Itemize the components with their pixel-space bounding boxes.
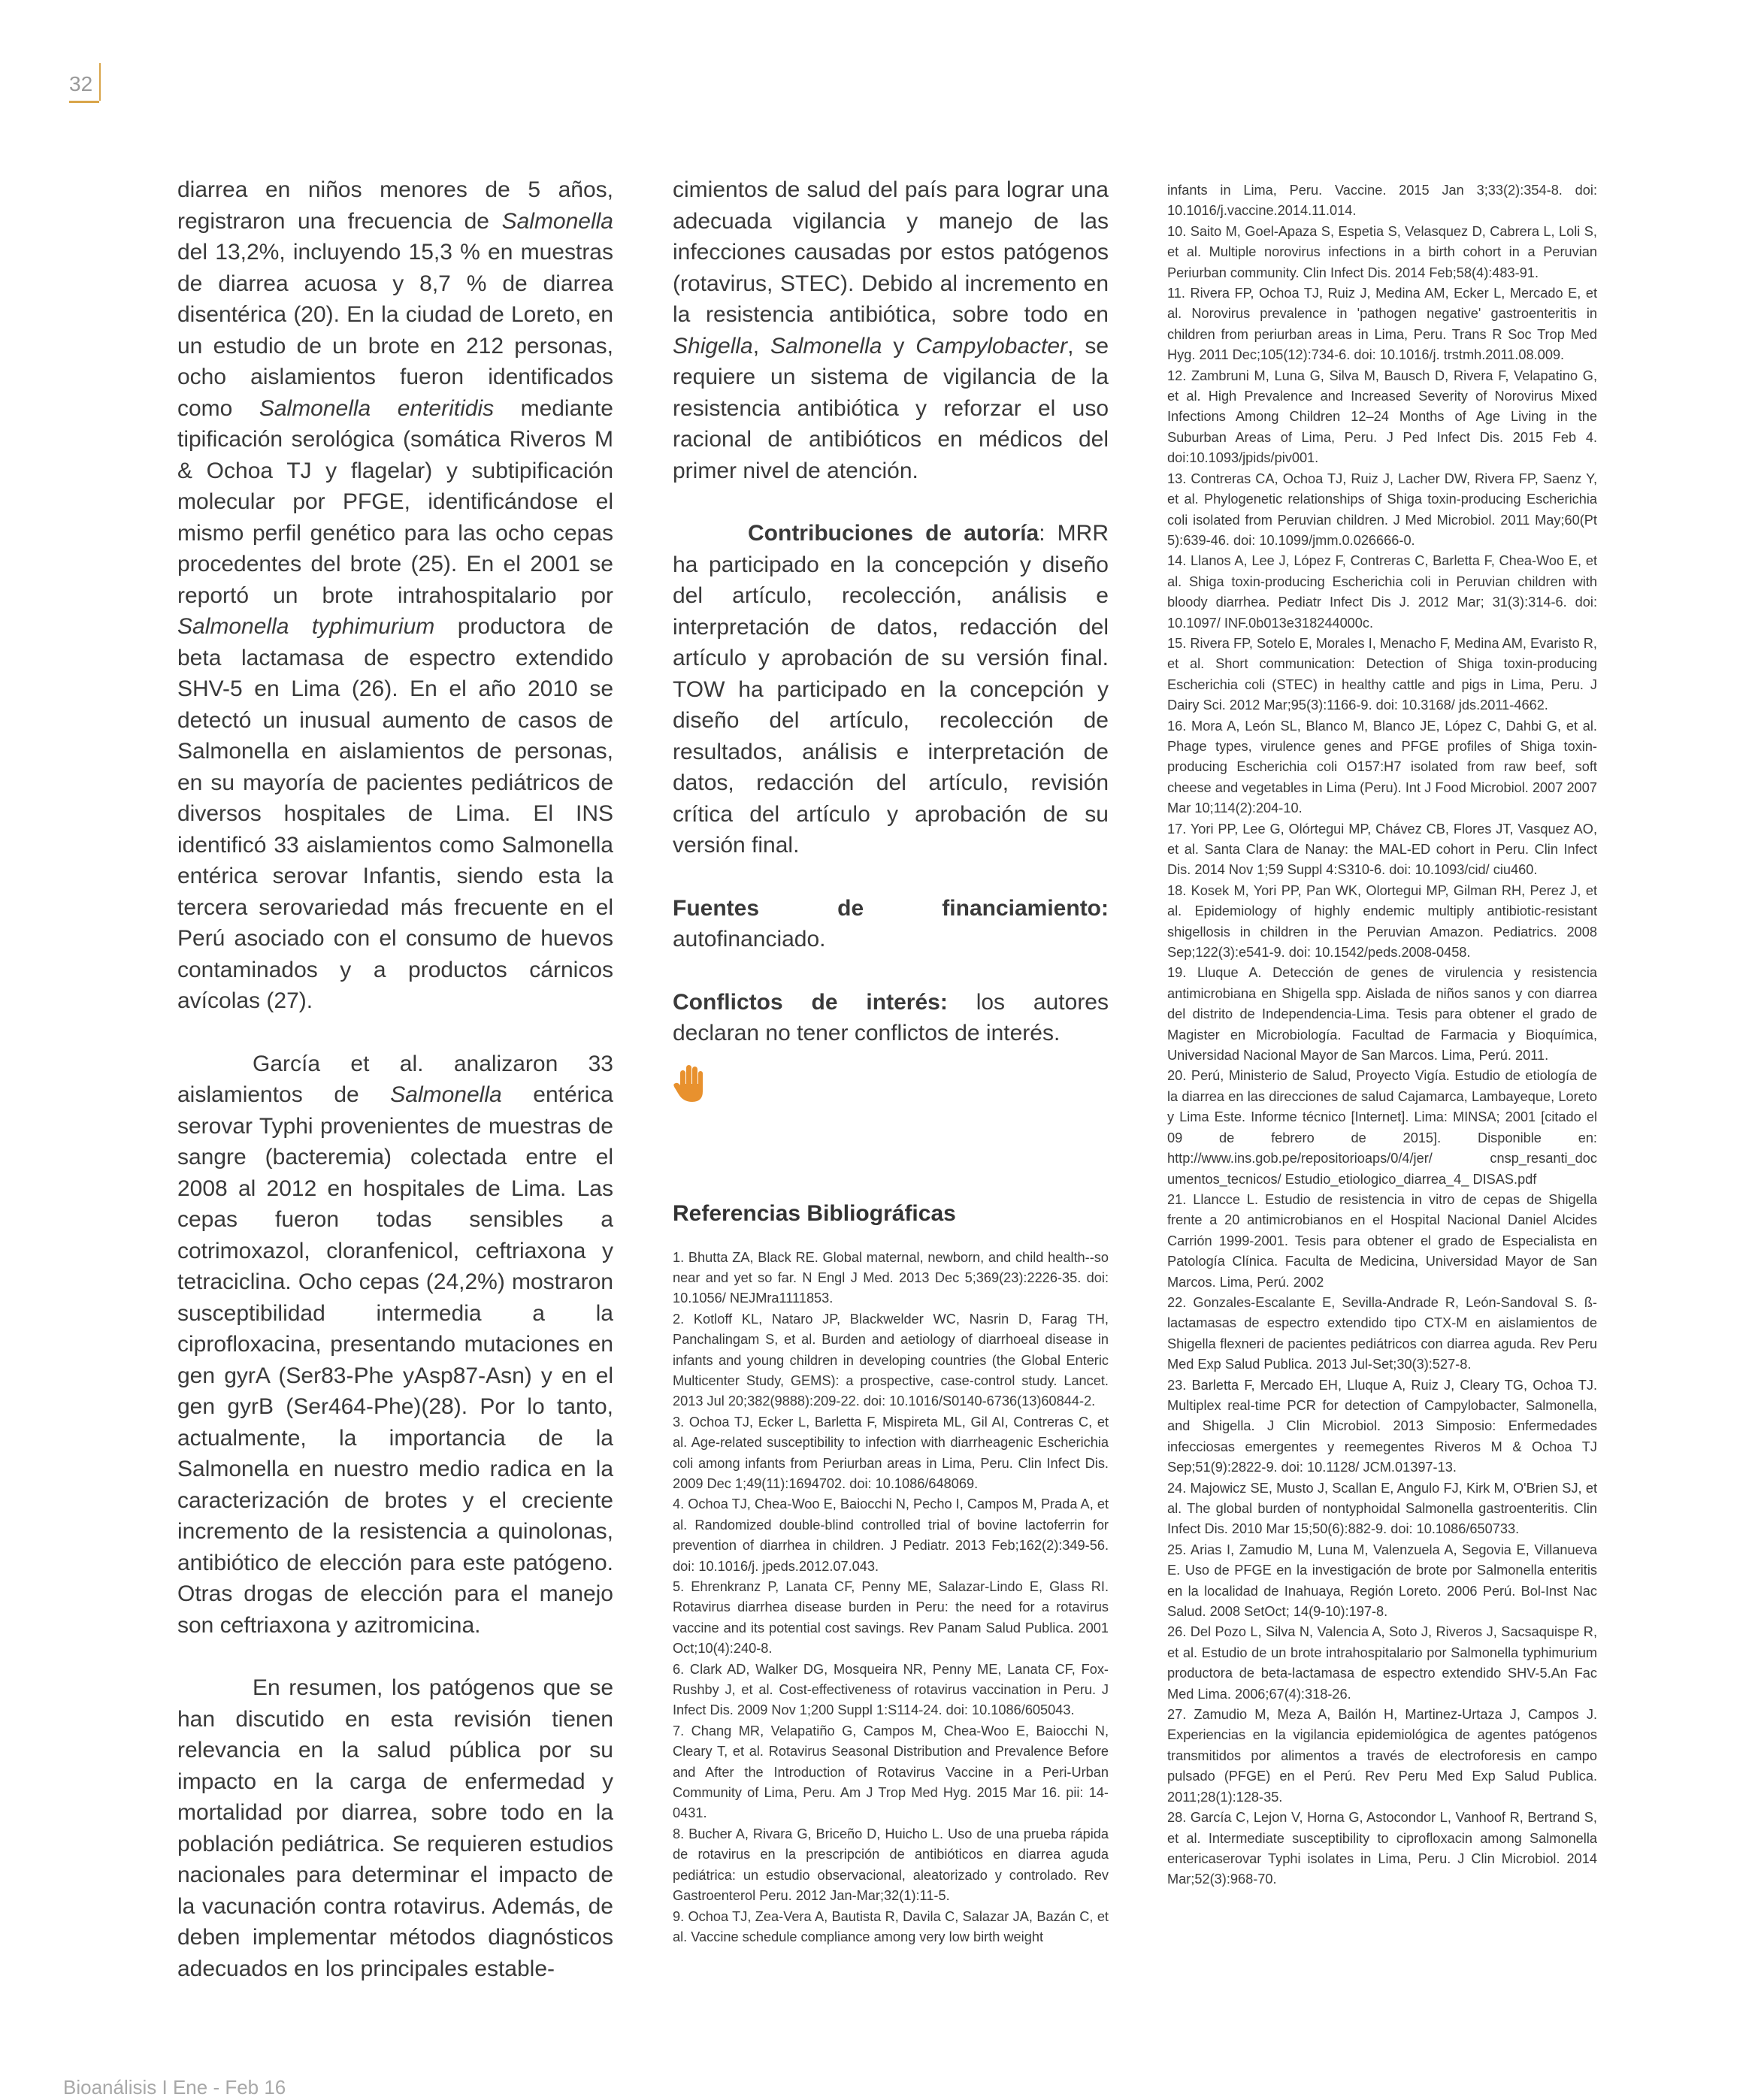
column-3 (1167, 180, 1597, 1890)
references-heading: Referencias Bibliográficas (673, 1200, 956, 1226)
reference-item: 27. Zamudio M, Meza A, Bailón H, Martinez-Urtaza J, Campos J. Experiencias en la vigilancia epidemiológica de agentes patógenos transmitidos por alimentos a través de electroforesis en campo pulsado (PFGE) en el Perú. Rev Peru Med Exp Salud Publica. 2011;28(1):128-35. (1167, 1707, 1597, 1805)
reference-item: 13. Contreras CA, Ochoa TJ, Ruiz J, Lacher DW, Rivera FP, Saenz Y, et al. Phylogenetic relationships of Shiga toxin-producing Escherichia coli isolated from Peruvian children. J Med Microbiol. 2011 May;60(Pt 5):639-46. doi: 10.1099/jmm.0.026666-0. (1167, 471, 1597, 548)
reference-item: 16. Mora A, León SL, Blanco M, Blanco JE, López C, Dahbi G, et al. Phage types, virulence genes and PFGE profiles of Shiga toxin-producing Escherichia coli O157:H7 isolated from raw beef, soft cheese and vegetables in Lima (Peru). Int J Food Microbiol. 2007 2007 Mar 10;114(2):204-10. (1167, 718, 1597, 816)
paragraph-contributions: Contribuciones de autoría: MRR ha participado en la concepción y diseño del artículo, recolección, análisis e interpretación de datos, redacción del artículo y aprobación de su versión final. TOW ha participado en la concepción y diseño del artículo, recolección de resultados, análisis e interpretación de datos, redacción del artículo, revisión crítica del artículo y aprobación de su versión final. (673, 521, 1109, 858)
paragraph-conflicts: Conflictos de interés: los autores declaran no tener conflictos de interés. (673, 989, 1109, 1045)
column-2 (673, 174, 1109, 1947)
footer: Bioanálisis I Ene - Feb 16 (63, 2076, 286, 2098)
reference-item: 2. Kotloff KL, Nataro JP, Blackwelder WC, Nasrin D, Farag TH, Panchalingam S, et al. Burden and aetiology of diarrhoeal disease in infants and young children in developing countries (the Global Enteric Multicenter Study, GEMS): a prospective, case-control study. Lancet. 2013 Jul 20;382(9888):209-22. doi: 10.1016/S0140-6736(13)60844-2. (673, 1311, 1109, 1409)
reference-item: 12. Zambruni M, Luna G, Silva M, Bausch D, Rivera F, Velapatino G, et al. High Prevalence and Increased Severity of Norovirus Mixed Infections Among Children 12–24 Months of Age Living in the Suburban Areas of Lima, Peru. J Ped Infect Dis. 2015 Feb 4. doi:10.1093/jpids/piv001. (1167, 368, 1597, 466)
reference-item: 25. Arias I, Zamudio M, Luna M, Valenzuela A, Segovia E, Villanueva E. Uso de PFGE en la investigación de brote por Salmonella enteritis en la localidad de Inahuaya, Región Loreto. 2006 Perú. Bol-Inst Nac Salud. 2008 SetOct; 14(9-10):197-8. (1167, 1542, 1597, 1620)
reference-item: 28. García C, Lejon V, Horna G, Astocondor L, Vanhoof R, Bertrand S, et al. Intermediate susceptibility to ciprofloxacin among Salmonella entericaserovar Typhi isolates in Lima, Peru. J Clin Microbiol. 2014 Mar;52(3):968-70. (1167, 1810, 1597, 1887)
reference-item: 17. Yori PP, Lee G, Olórtegui MP, Chávez CB, Flores JT, Vasquez AO, et al. Santa Clara de Nanay: the MAL-ED cohort in Peru. Clin Infect Dis. 2014 Nov 1;59 Suppl 4:S310-6. doi: 10.1093/cid/ ciu460. (1167, 821, 1597, 878)
reference-item: 7. Chang MR, Velapatiño G, Campos M, Chea-Woo E, Baiocchi N, Cleary T, et al. Rotavirus Seasonal Distribution and Prevalence Before and After the Introduction of Rotavirus Vaccine in a Peri-Urban Community of Lima, Peru. Am J Trop Med Hyg. 2015 Mar 16. pii: 14-0431. (673, 1723, 1109, 1821)
paragraph-funding: Fuentes de financiamiento: autofinanciado. (673, 895, 1109, 952)
column-1 (177, 174, 613, 1984)
hand-icon (673, 1063, 709, 1103)
paragraph-surveillance: cimientos de salud del país para lograr una adecuada vigilancia y manejo de las infecciones causadas por estos patógenos (rotavirus, STEC). Debido al incremento en la resistencia antibiótica, sobre todo en Shigella, Salmonella y Campylobacter, se requiere un sistema de vigilancia de la resistencia antibiótica y reforzar el uso racional de antibióticos en médicos del primer nivel de atención. (673, 177, 1109, 483)
reference-item: 9. Ochoa TJ, Zea-Vera A, Bautista R, Davila C, Salazar JA, Bazán C, et al. Vaccine schedule compliance among very low birth weight (673, 1908, 1109, 1944)
paragraph-salmonella-outbreaks: diarrea en niños menores de 5 años, registraron una frecuencia de Salmonella del 13,2%, incluyendo 15,3 % en muestras de diarrea acuosa y 8,7 % de diarrea disentérica (20). En la ciudad de Loreto, en un estudio de un brote en 212 personas, ocho aislamientos fueron identificados como Salmonella enteritidis mediante tipificación serológica (somática Riveros M & Ochoa TJ y flagelar) y subtipificación molecular por PFGE, identificándose el mismo perfil genético para las ocho cepas procedentes del brote (25). En el 2001 se reportó un brote intrahospitalario por Salmonella typhimurium productora de beta lactamasa de espectro extendido SHV-5 en Lima (26). En el año 2010 se detectó un inusual aumento de casos de Salmonella en aislamientos de personas, en su mayoría de pacientes pediátricos de diversos hospitales de Lima. El INS identificó 33 aislamientos como Salmonella entérica serovar Infantis, siendo esta la tercera serovariedad más frecuente en el Perú asociado con el consumo de huevos contaminados y a productos cárnicos avícolas (27). (177, 177, 613, 1013)
reference-item: 10. Saito M, Goel-Apaza S, Espetia S, Velasquez D, Cabrera L, Loli S, et al. Multiple norovirus infections in a birth cohort in a Peruvian Periurban community. Clin Infect Dis. 2014 Feb;58(4):483-91. (1167, 223, 1597, 280)
page-number: 32 (69, 72, 99, 103)
page-number-divider (99, 63, 101, 101)
paragraph-summary: En resumen, los patógenos que se han discutido en esta revisión tienen relevancia en la salud pública por su impacto en la carga de enfermedad y mortalidad por diarrea, sobre todo en la población pediátrica. Se requieren estudios nacionales para determinar el impacto de la vacunación contra rotavirus. Además, de deben implementar métodos diagnósticos adecuados en los principales estable- (177, 1675, 613, 1981)
reference-item: 3. Ochoa TJ, Ecker L, Barletta F, Mispireta ML, Gil AI, Contreras C, et al. Age-related susceptibility to infection with diarrheagenic Escherichia coli among infants from Periurban areas in Lima, Peru. Clin Infect Dis. 2009 Dec 1;49(11):1694702. doi: 10.1086/648069. (673, 1414, 1109, 1491)
reference-item: 22. Gonzales-Escalante E, Sevilla-Andrade R, León-Sandoval S. ß-lactamasas de espectro extendido tipo CTX-M en aislamientos de Shigella flexneri de pacientes pediátricos con diarrea aguda. Rev Peru Med Exp Salud Publica. 2013 Jul-Set;30(3):527-8. (1167, 1294, 1597, 1372)
reference-item: 1. Bhutta ZA, Black RE. Global maternal, newborn, and child health--so near and yet so far. N Engl J Med. 2013 Dec 5;369(23):2226-35. doi: 10.1056/ NEJMra1111853. (673, 1249, 1109, 1306)
reference-item: 6. Clark AD, Walker DG, Mosqueira NR, Penny ME, Lanata CF, Fox-Rushby J, et al. Cost-effectiveness of rotavirus vaccination in Peru. J Infect Dis. 2009 Nov 1;200 Suppl 1:S114-24. doi: 10.1086/605043. (673, 1661, 1109, 1718)
reference-item: 21. Llancce L. Estudio de resistencia in vitro de cepas de Shigella frente a 20 antimicrobianos en el Hospital Nacional Daniel Alcides Carrión 1999-2001. Tesis para obtener el grado de Especialista en Patología Clínica. Faculta de Medicina, Universidad Mayor de San Marcos. Lima, Perú. 2002 (1167, 1191, 1597, 1290)
reference-item: 24. Majowicz SE, Musto J, Scallan E, Angulo FJ, Kirk M, O'Brien SJ, et al. The global burden of nontyphoidal Salmonella gastroenteritis. Clin Infect Dis. 2010 Mar 15;50(6):882-9. doi: 10.1086/650733. (1167, 1480, 1597, 1537)
references-list-col3 (1167, 180, 1597, 1890)
reference-item: infants in Lima, Peru. Vaccine. 2015 Jan 3;33(2):354-8. doi: 10.1016/j.vaccine.2014.11.014. (1167, 183, 1597, 219)
reference-item: 8. Bucher A, Rivara G, Briceño D, Huicho L. Uso de una prueba rápida de rotavirus en la prescripción de antibióticos en diarrea aguda pediátrica: un estudio observacional, aleatorizado y controlado. Rev Gastroenterol Peru. 2012 Jan-Mar;32(1):11-5. (673, 1826, 1109, 1904)
reference-item: 20. Perú, Ministerio de Salud, Proyecto Vigía. Estudio de etiología de la diarrea en las direcciones de salud Cajamarca, Lambayeque, Loreto y Lima Este. Informe técnico [Internet]. Lima: MINSA; 2001 [citado el 09 de febrero de 2015]. Disponible en: http://www.ins.gob.pe/repositorioaps/0/4/jer/ cnsp_resanti_doc umentos_tecnicos/ Estudio_etiologico_diarrea_4_ DISAS.pdf (1167, 1068, 1597, 1187)
reference-item: 19. Lluque A. Detección de genes de virulencia y resistencia antimicrobiana en Shigella spp. Aislada de niños sanos y con diarrea del distrito de Independencia-Lima. Tesis para obtener el grado de Magister en Microbiología. Facultad de Farmacia y Bioquímica, Universidad Nacional Mayor de San Marcos. Lima, Perú. 2011. (1167, 965, 1597, 1064)
reference-item: 14. Llanos A, Lee J, López F, Contreras C, Barletta F, Chea-Woo E, et al. Shiga toxin-producing Escherichia coli in Peruvian children with bloody diarrhea. Pediatr Infect Dis J. 2012 Mar; 31(3):314-6. doi: 10.1097/ INF.0b013e318244000c. (1167, 553, 1597, 631)
reference-item: 11. Rivera FP, Ochoa TJ, Ruiz J, Medina AM, Ecker L, Mercado E, et al. Norovirus prevalence in 'pathogen negative' gastroenteritis in children from periurban areas in Lima, Peru. Trans R Soc Trop Med Hyg. 2011 Dec;105(12):734-6. doi: 10.1016/j. trstmh.2011.08.009. (1167, 286, 1597, 363)
reference-item: 18. Kosek M, Yori PP, Pan WK, Olortegui MP, Gilman RH, Perez J, et al. Epidemiology of highly endemic multiply antibiotic-resistant shigellosis in children in the Peruvian Amazon. Pediatrics. 2008 Sep;122(3):e541-9. doi: 10.1542/peds.2008-0458. (1167, 882, 1597, 961)
reference-item: 26. Del Pozo L, Silva N, Valencia A, Soto J, Riveros J, Sacsaquispe R, et al. Estudio de un brote intrahospitalario por Salmonella typhimurium productora de beta-lactamasa de espectro extendido SHV-5.An Fac Med Lima. 2006;67(4):318-26. (1167, 1624, 1597, 1702)
reference-item: 5. Ehrenkranz P, Lanata CF, Penny ME, Salazar-Lindo E, Glass RI. Rotavirus diarrhea disease burden in Peru: the need for a rotavirus vaccine and its potential cost savings. Rev Panam Salud Publica. 2001 Oct;10(4):240-8. (673, 1579, 1109, 1657)
reference-item: 23. Barletta F, Mercado EH, Lluque A, Ruiz J, Cleary TG, Ochoa TJ. Multiplex real-time PCR for detection of Campylobacter, Salmonella, and Shigella. J Clin Microbiol. 2013 Simposio: Enfermedades infecciosas emergentes y reemegentes Riveros M & Ochoa TJ Sep;51(9):2822-9. doi: 10.1128/ JCM.01397-13. (1167, 1377, 1597, 1475)
references-list-col2 (673, 1248, 1109, 1948)
paragraph-garcia-study: García et al. analizaron 33 aislamientos de Salmonella entérica serovar Typhi provenientes de muestras de sangre (bacteremia) colectada entre el 2008 al 2012 en hospitales de Lima. Las cepas fueron todas sensibles a cotrimoxazol, cloranfenicol, ceftriaxona y tetraciclina. Ocho cepas (24,2%) mostraron susceptibilidad intermedia a la ciprofloxacina, presentando mutaciones en gen gyrA (Ser83-Phe yAsp87-Asn) y en el gen gyrB (Ser464-Phe)(28). Por lo tanto, actualmente, la importancia de la Salmonella en nuestro medio radica en la caracterización de brotes y el creciente incremento de la resistencia a quinolonas, antibiótico de elección para este patógeno. Otras drogas de elección para el manejo son ceftriaxona y azitromicina. (177, 1051, 613, 1638)
reference-item: 15. Rivera FP, Sotelo E, Morales I, Menacho F, Medina AM, Evaristo R, et al. Short communication: Detection of Shiga toxin-producing Escherichia coli (STEC) in healthy cattle and pigs in Lima, Peru. J Dairy Sci. 2012 Mar;95(3):1166-9. doi: 10.3168/ jds.2011-4662. (1167, 635, 1597, 713)
reference-item: 4. Ochoa TJ, Chea-Woo E, Baiocchi N, Pecho I, Campos M, Prada A, et al. Randomized double-blind controlled trial of bovine lactoferrin for prevention of diarrhea in children. J Pediatr. 2013 Feb;162(2):349-56. doi: 10.1016/j. jpeds.2012.07.043. (673, 1496, 1109, 1574)
